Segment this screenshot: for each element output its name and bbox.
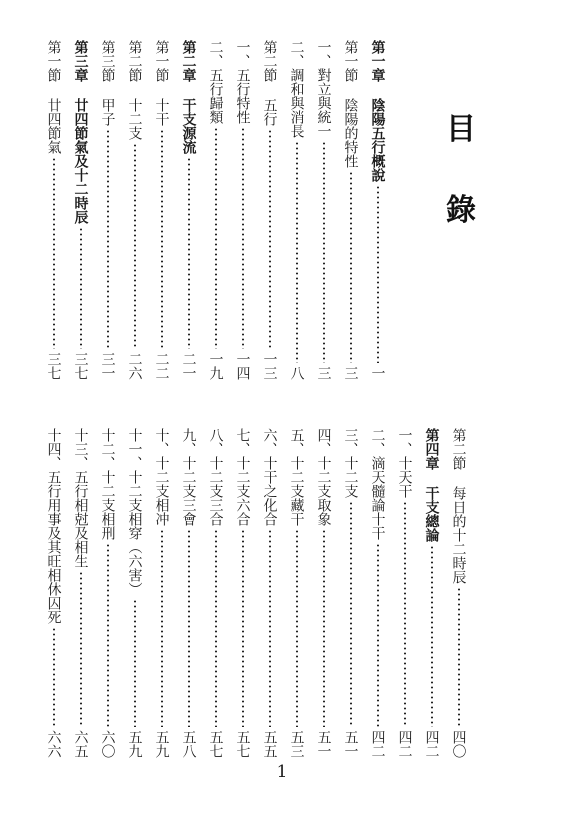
toc-entry-label: 十一、十二支相穿（六害） bbox=[126, 428, 143, 596]
toc-entry-label: 七、十二支六合 bbox=[234, 428, 251, 526]
toc-entry-label: 第四章 干支總論 bbox=[423, 428, 440, 542]
toc-entry-page: 四〇 bbox=[450, 730, 467, 758]
toc-entry bbox=[364, 428, 391, 758]
toc-leader-dots bbox=[350, 501, 352, 727]
toc-entry-label: 十、十二支相冲 bbox=[153, 428, 170, 526]
toc-leader-dots bbox=[377, 185, 379, 363]
toc-leader-dots bbox=[323, 141, 325, 363]
toc-entry bbox=[94, 428, 121, 758]
toc-leader-dots bbox=[269, 129, 271, 349]
toc-entry bbox=[67, 428, 94, 758]
toc-leader-dots bbox=[80, 571, 82, 727]
toc-entry-page: 三七 bbox=[45, 352, 62, 380]
toc-leader-dots bbox=[269, 529, 271, 727]
toc-entry-page: 六六 bbox=[45, 730, 62, 758]
toc-entry-page: 八 bbox=[288, 366, 305, 380]
toc-leader-dots bbox=[161, 129, 163, 349]
toc-entry bbox=[310, 428, 337, 758]
toc-entry-page: 三七 bbox=[72, 352, 89, 380]
toc-entry-label: 第二章 干支源流 bbox=[180, 40, 197, 154]
toc-entry-label: 第一節 陰陽的特性 bbox=[342, 40, 359, 168]
toc-leader-dots bbox=[242, 127, 244, 349]
toc-entry bbox=[283, 428, 310, 758]
toc-entry-page: 六五 bbox=[72, 730, 89, 758]
toc-leader-dots bbox=[458, 587, 460, 727]
toc-entry-label: 第三節 甲子 bbox=[99, 40, 116, 126]
toc-entry-page: 五七 bbox=[207, 730, 224, 758]
toc-entry-page: 六〇 bbox=[99, 730, 116, 758]
toc-entry bbox=[256, 40, 283, 380]
toc-entry-label: 第一節 廿四節氣 bbox=[45, 40, 62, 154]
toc-entry bbox=[229, 428, 256, 758]
toc-entry-page: 四二 bbox=[423, 730, 440, 758]
toc-entry-label: 二、調和與消長 bbox=[288, 40, 305, 138]
toc-entry-label: 三、十二支 bbox=[342, 428, 359, 498]
toc-entry-label: 四、十二支取象 bbox=[315, 428, 332, 526]
toc-leader-dots bbox=[134, 143, 136, 349]
toc-entry-label: 二、五行歸類 bbox=[207, 40, 224, 124]
toc-entry bbox=[121, 40, 148, 380]
toc-leader-dots bbox=[80, 227, 82, 349]
toc-entry-page: 五八 bbox=[180, 730, 197, 758]
toc-entry bbox=[40, 40, 67, 380]
toc-entry bbox=[337, 428, 364, 758]
toc-upper-block bbox=[40, 40, 391, 380]
toc-entry bbox=[445, 428, 472, 758]
toc-entry-label: 十二、十二支相刑 bbox=[99, 428, 116, 540]
toc-leader-dots bbox=[296, 141, 298, 363]
toc-leader-dots bbox=[350, 171, 352, 363]
toc-entry bbox=[256, 428, 283, 758]
toc-entry-label: 一、五行特性 bbox=[234, 40, 251, 124]
toc-title-char-1: 目 bbox=[446, 112, 476, 147]
toc-entry-label: 一、對立與統一 bbox=[315, 40, 332, 138]
toc-entry-page: 五三 bbox=[288, 730, 305, 758]
toc-entry bbox=[202, 428, 229, 758]
toc-entry bbox=[229, 40, 256, 380]
toc-entry-label: 二、滴天髓論十干 bbox=[369, 428, 386, 540]
toc-entry-page: 一三 bbox=[261, 352, 278, 380]
toc-entry-page: 二六 bbox=[126, 352, 143, 380]
toc-leader-dots bbox=[431, 545, 433, 727]
toc-title-char-2: 錄 bbox=[446, 193, 476, 228]
toc-entry-page: 五五 bbox=[261, 730, 278, 758]
toc-entry-page: 五九 bbox=[153, 730, 170, 758]
toc-leader-dots bbox=[134, 599, 136, 727]
toc-entry-label: 一、十天干 bbox=[396, 428, 413, 498]
toc-entry-page: 三 bbox=[315, 366, 332, 380]
toc-entry-label: 第二節 十二支 bbox=[126, 40, 143, 140]
toc-entry bbox=[418, 428, 445, 758]
toc-entry bbox=[121, 428, 148, 758]
toc-entry-label: 六、十干之化合 bbox=[261, 428, 278, 526]
toc-leader-dots bbox=[296, 529, 298, 727]
toc-entry-label: 第三章 廿四節氣及十二時辰 bbox=[72, 40, 89, 224]
toc-entry bbox=[67, 40, 94, 380]
toc-entry bbox=[310, 40, 337, 380]
toc-entry-label: 第二節 五行 bbox=[261, 40, 278, 126]
toc-entry bbox=[283, 40, 310, 380]
toc-entry-label: 十四、五行用事及其旺相休囚死 bbox=[45, 428, 62, 624]
toc-leader-dots bbox=[323, 529, 325, 727]
toc-leader-dots bbox=[242, 529, 244, 727]
toc-entry-label: 八、十二支三合 bbox=[207, 428, 224, 526]
toc-entry-label: 五、十二支藏干 bbox=[288, 428, 305, 526]
toc-entry-label: 九、十二支三會 bbox=[180, 428, 197, 526]
toc-entry bbox=[175, 40, 202, 380]
toc-leader-dots bbox=[161, 529, 163, 727]
toc-entry bbox=[148, 40, 175, 380]
toc-entry bbox=[40, 428, 67, 758]
toc-entry bbox=[391, 428, 418, 758]
toc-entry-page: 二一 bbox=[180, 352, 197, 380]
toc-entry-page: 四二 bbox=[369, 730, 386, 758]
toc-entry-label: 第一節 十干 bbox=[153, 40, 170, 126]
toc-entry-page: 三一 bbox=[99, 352, 116, 380]
toc-leader-dots bbox=[188, 529, 190, 727]
toc-leader-dots bbox=[188, 157, 190, 349]
toc-entry-page: 一四 bbox=[234, 352, 251, 380]
toc-entry bbox=[175, 428, 202, 758]
toc-entry-page: 五九 bbox=[126, 730, 143, 758]
toc-leader-dots bbox=[215, 127, 217, 349]
toc-entry bbox=[94, 40, 121, 380]
toc-entry-page: 五一 bbox=[315, 730, 332, 758]
toc-leader-dots bbox=[107, 129, 109, 349]
toc-entry bbox=[337, 40, 364, 380]
toc-entry-label: 第二節 每日的十二時辰 bbox=[450, 428, 467, 584]
toc-entry-page: 四二 bbox=[396, 730, 413, 758]
toc-lower-block bbox=[40, 428, 472, 758]
toc-leader-dots bbox=[404, 501, 406, 727]
toc-leader-dots bbox=[53, 627, 55, 727]
toc-entry-page: 二二 bbox=[153, 352, 170, 380]
toc-entry-page: 三 bbox=[342, 366, 359, 380]
toc-entry-page: 五一 bbox=[342, 730, 359, 758]
toc-entry-label: 第一章 陰陽五行概說 bbox=[369, 40, 386, 182]
toc-leader-dots bbox=[107, 543, 109, 727]
toc-entry bbox=[202, 40, 229, 380]
toc-entry-page: 五七 bbox=[234, 730, 251, 758]
toc-entry bbox=[148, 428, 175, 758]
toc-leader-dots bbox=[215, 529, 217, 727]
page-number: 1 bbox=[276, 762, 288, 782]
toc-entry-page: 一 bbox=[369, 366, 386, 380]
toc-entry-label: 十三、五行相尅及相生 bbox=[72, 428, 89, 568]
toc-entry-page: 一九 bbox=[207, 352, 224, 380]
toc-leader-dots bbox=[53, 157, 55, 349]
toc-leader-dots bbox=[377, 543, 379, 727]
toc-entry bbox=[364, 40, 391, 380]
